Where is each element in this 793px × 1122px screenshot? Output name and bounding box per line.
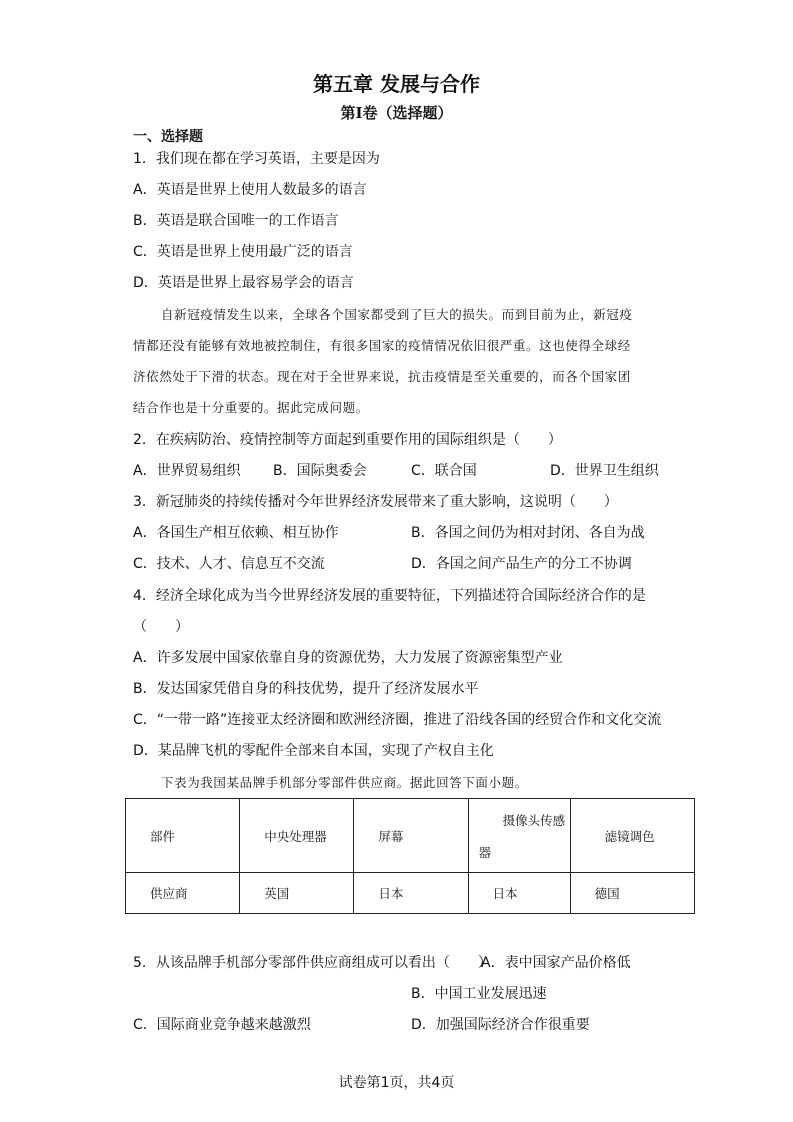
- table-cell: 英国: [240, 873, 354, 914]
- table-header-row: [126, 799, 695, 873]
- q4-stem: 4．经济全球化成为当今世界经济发展的重要特征，下列描述符合国际经济合作的是: [133, 588, 646, 604]
- page-footer: 试卷第1页，共4页: [338, 1075, 455, 1091]
- passage1-line3: 济依然处于下滑的状态。现在对于全世界来说，抗击疫情是至关重要的，而各个国家团: [133, 369, 631, 384]
- table-cell: 供应商: [126, 873, 240, 914]
- supplier-table: [125, 798, 695, 914]
- q2-stem: 2．在疾病防治、疫情控制等方面起到重要作用的国际组织是（ ）: [133, 432, 562, 448]
- table-cell: 滤镜调色: [570, 799, 694, 873]
- q2-option-d: D．世界卫生组织: [550, 463, 659, 479]
- passage1-line2: 情都还没有能够有效地被控制住，有很多国家的疫情情况依旧很严重。这也使得全球经: [133, 338, 631, 353]
- q5-stem: 5．从该品牌手机部分零部件供应商组成可以看出（ ）: [133, 955, 492, 971]
- q4-option-a: A．许多发展中国家依靠自身的资源优势，大力发展了资源密集型产业: [133, 650, 563, 666]
- passage1-line4: 结合作也是十分重要的。据此完成问题。: [133, 400, 369, 415]
- q1-option-b: B．英语是联合国唯一的工作语言: [133, 213, 339, 229]
- q4-answer-paren: （ ）: [133, 619, 189, 635]
- q1-option-a: A．英语是世界上使用人数最多的语言: [133, 182, 367, 198]
- section-heading: 一、选择题: [133, 129, 203, 145]
- q5-option-d: D．加强国际经济合作很重要: [411, 1017, 590, 1033]
- page-title: 第五章 发展与合作: [313, 72, 480, 96]
- q2-option-a: A．世界贸易组织: [133, 463, 241, 479]
- q5-option-c: C．国际商业竞争越来越激烈: [133, 1017, 311, 1033]
- table-cell: 摄像头传感 器: [468, 799, 570, 873]
- q2-option-c: C．联合国: [411, 463, 477, 479]
- q3-option-b: B．各国之间仍为相对封闭、各自为战: [411, 525, 645, 541]
- table-row: [126, 873, 695, 914]
- table-cell: 中央处理器: [240, 799, 354, 873]
- table-cell: 德国: [570, 873, 694, 914]
- volume-subtitle: 第Ⅰ卷（选择题）: [340, 104, 453, 122]
- table-cell: 部件: [126, 799, 240, 873]
- passage2: 下表为我国某品牌手机部分零部件供应商。据此回答下面小题。: [161, 775, 528, 790]
- q1-option-c: C．英语是世界上使用最广泛的语言: [133, 244, 353, 260]
- passage1-line1: 自新冠疫情发生以来，全球各个国家都受到了巨大的损失。而到目前为止，新冠疫: [161, 307, 633, 322]
- q4-option-d: D．某品牌飞机的零配件全部来自本国，实现了产权自主化: [133, 743, 494, 759]
- q1-option-d: D．英语是世界上最容易学会的语言: [133, 275, 354, 291]
- q3-stem: 3．新冠肺炎的持续传播对今年世界经济发展带来了重大影响，这说明（ ）: [133, 494, 618, 510]
- table-cell: 屏幕: [354, 799, 468, 873]
- table-cell: 日本: [468, 873, 570, 914]
- q5-option-a: A．表中国家产品价格低: [481, 955, 631, 971]
- q4-option-c: C．“一带一路”连接亚太经济圈和欧洲经济圈，推进了沿线各国的经贸合作和文化交流: [133, 712, 662, 728]
- q5-option-b: B．中国工业发展迅速: [411, 986, 547, 1002]
- q3-option-a: A．各国生产相互依赖、相互协作: [133, 525, 339, 541]
- q3-option-c: C．技术、人才、信息互不交流: [133, 556, 325, 572]
- q4-option-b: B．发达国家凭借自身的科技优势，提升了经济发展水平: [133, 681, 479, 697]
- q1-stem: 1．我们现在都在学习英语，主要是因为: [133, 151, 380, 167]
- table-cell: 日本: [354, 873, 468, 914]
- q3-option-d: D．各国之间产品生产的分工不协调: [411, 556, 632, 572]
- q2-option-b: B．国际奥委会: [273, 463, 367, 479]
